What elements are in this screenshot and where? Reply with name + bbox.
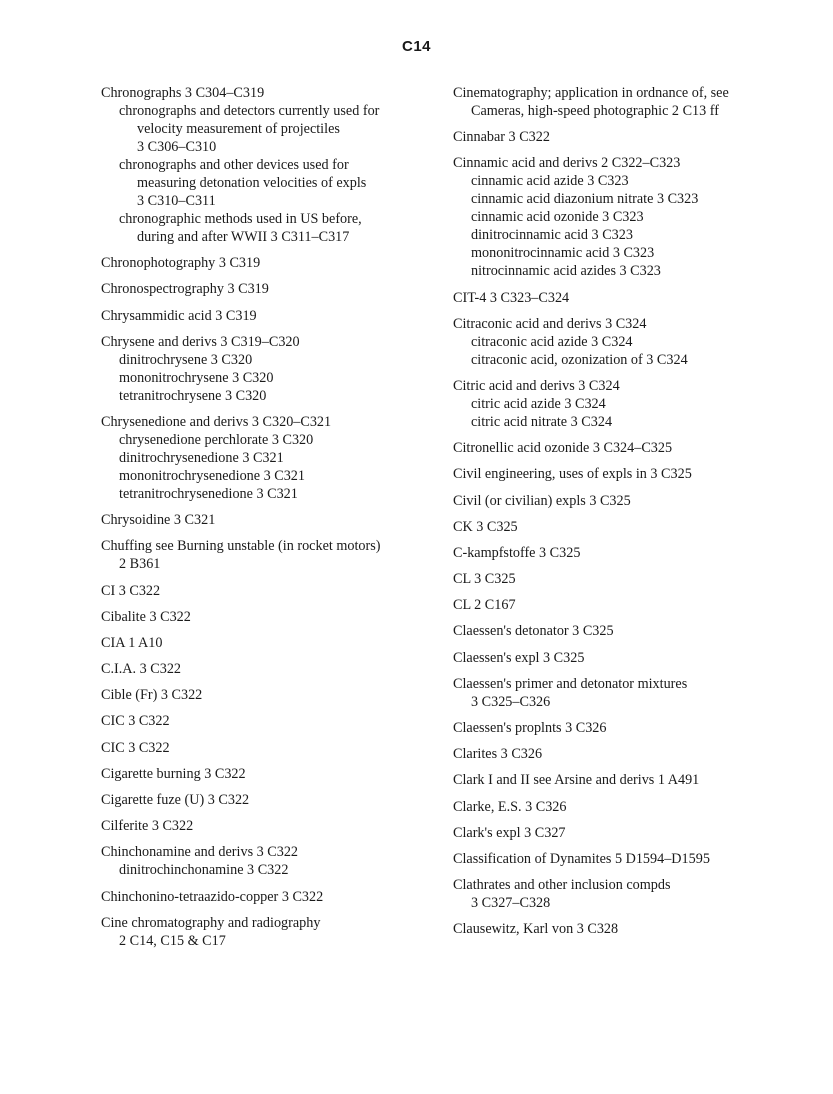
index-heading: Claessen's proplnts 3 C326	[453, 720, 607, 736]
index-subentry: citraconic acid, ozonization of 3 C324	[471, 351, 688, 368]
index-entry	[453, 289, 783, 307]
index-heading: Cinnamic acid and derivs 2 C322–C323	[453, 155, 681, 172]
index-entry	[101, 84, 431, 246]
index-heading: Claessen's detonator 3 C325	[453, 623, 614, 640]
index-subentry: mononitrocinnamic acid 3 C323	[471, 245, 655, 262]
page-number: C14	[401, 38, 432, 55]
index-heading: Claessen's primer and detonator mixtures	[453, 675, 688, 692]
index-entry	[453, 719, 783, 737]
index-entry	[101, 333, 431, 405]
index-subentry: chronographs and detectors currently used for	[119, 103, 380, 119]
index-entry	[101, 280, 431, 298]
index-entry	[453, 771, 783, 789]
index-heading: Chinchonino-tetraazido-copper 3 C322	[101, 888, 324, 905]
index-entry	[453, 84, 783, 120]
index-column-left	[101, 84, 431, 958]
index-subentry: citraconic acid azide 3 C324	[471, 333, 633, 350]
index-subentry: citric acid nitrate 3 C324	[471, 413, 613, 430]
index-entry	[453, 596, 783, 614]
index-entry	[453, 675, 783, 711]
index-entry	[453, 465, 783, 483]
index-heading: Clarke, E.S. 3 C326	[453, 798, 567, 815]
index-heading: C.I.A. 3 C322	[101, 661, 182, 678]
index-heading: Cibalite 3 C322	[101, 608, 191, 625]
index-entry	[101, 888, 431, 906]
index-subentry: cinnamic acid diazonium nitrate 3 C323	[471, 191, 699, 208]
index-subentry: chronographic methods used in US before,	[119, 211, 362, 227]
index-heading: Claessen's expl 3 C325	[453, 649, 585, 666]
index-entry	[453, 128, 783, 146]
index-subentry: measuring detonation velocities of expls	[137, 175, 367, 191]
index-heading: CL 2 C167	[453, 597, 516, 614]
index-entry	[101, 914, 431, 950]
index-entry	[453, 649, 783, 667]
index-subentry: 2 C14, C15 & C17	[119, 932, 226, 949]
index-entry	[101, 712, 431, 730]
index-heading: CL 3 C325	[453, 571, 516, 588]
index-heading: Chrysenedione and derivs 3 C320–C321	[101, 413, 332, 430]
index-subentry: 3 C325–C326	[471, 693, 551, 710]
index-heading: Classification of Dynamites 5 D1594–D1595	[453, 850, 710, 867]
index-entry	[453, 544, 783, 562]
index-entry	[101, 660, 431, 678]
index-entry	[101, 608, 431, 626]
index-entry	[101, 413, 431, 503]
index-heading: Civil (or civilian) expls 3 C325	[453, 492, 631, 509]
index-heading: Cilferite 3 C322	[101, 818, 194, 835]
index-heading: CIC 3 C322	[101, 739, 170, 756]
index-heading: Cible (Fr) 3 C322	[101, 687, 203, 704]
index-entry	[101, 765, 431, 783]
index-heading: Chronospectrography 3 C319	[101, 281, 269, 298]
index-entry	[101, 843, 431, 879]
index-entry	[101, 817, 431, 835]
index-subentry: cinnamic acid azide 3 C323	[471, 173, 629, 190]
index-heading: Chrysammidic acid 3 C319	[101, 307, 257, 324]
index-subentry: mononitrochrysene 3 C320	[119, 369, 274, 386]
index-entry	[453, 876, 783, 912]
index-heading: Clathrates and other inclusion compds	[453, 877, 671, 894]
index-heading: Chrysene and derivs 3 C319–C320	[101, 333, 300, 350]
index-subentry: nitrocinnamic acid azides 3 C323	[471, 263, 661, 280]
index-entry	[453, 439, 783, 457]
index-subentry: dinitrochrysenedione 3 C321	[119, 449, 284, 466]
index-heading: Cigarette fuze (U) 3 C322	[101, 792, 250, 808]
index-entry	[101, 739, 431, 757]
index-entry	[101, 511, 431, 529]
index-subentry: dinitrochinchonamine 3 C322	[119, 862, 289, 879]
index-entry	[101, 791, 431, 809]
index-heading: Cine chromatography and radiography	[101, 914, 321, 931]
index-heading: Cigarette burning 3 C322	[101, 765, 246, 782]
index-subentry: 2 B361	[119, 556, 161, 573]
index-subentry: tetranitrochrysene 3 C320	[119, 387, 267, 404]
index-entry	[453, 920, 783, 938]
index-entry	[453, 622, 783, 640]
index-entry	[453, 377, 783, 431]
index-entry	[101, 582, 431, 600]
index-heading: Chrysoidine 3 C321	[101, 512, 216, 529]
index-subentry: 3 C306–C310	[137, 139, 217, 155]
index-subentry: chronographs and other devices used for	[119, 157, 349, 173]
index-entry	[101, 686, 431, 704]
index-entry	[453, 850, 783, 868]
index-entry	[453, 745, 783, 763]
index-heading: Chronographs 3 C304–C319	[101, 85, 265, 101]
index-heading: CIA 1 A10	[101, 634, 163, 651]
index-entry	[453, 824, 783, 842]
index-column-right	[453, 84, 783, 947]
index-subentry: cinnamic acid ozonide 3 C323	[471, 209, 644, 226]
index-subentry: 3 C327–C328	[471, 895, 551, 912]
index-subentry: tetranitrochrysenedione 3 C321	[119, 485, 298, 502]
index-entry	[101, 634, 431, 652]
index-entry	[453, 154, 783, 280]
index-heading: Clark I and II see Arsine and derivs 1 A491	[453, 772, 700, 789]
index-heading: Clausewitz, Karl von 3 C328	[453, 921, 619, 938]
index-entry	[101, 537, 431, 573]
index-subentry: velocity measurement of projectiles	[137, 121, 340, 137]
index-heading: Citraconic acid and derivs 3 C324	[453, 315, 647, 332]
index-entry	[453, 492, 783, 510]
index-heading: Cinematography; application in ordnance of, see	[453, 85, 729, 101]
index-heading: Citronellic acid ozonide 3 C324–C325	[453, 440, 673, 457]
index-entry	[101, 307, 431, 325]
index-subentry: dinitrocinnamic acid 3 C323	[471, 227, 633, 244]
index-heading: Chinchonamine and derivs 3 C322	[101, 844, 299, 861]
index-heading: Citric acid and derivs 3 C324	[453, 377, 620, 394]
index-subentry: chrysenedione perchlorate 3 C320	[119, 431, 314, 448]
index-subentry: mononitrochrysenedione 3 C321	[119, 467, 305, 484]
index-subentry: citric acid azide 3 C324	[471, 395, 606, 412]
index-subentry: Cameras, high-speed photographic 2 C13 ff	[471, 103, 719, 119]
index-subentry: 3 C310–C311	[137, 193, 216, 209]
index-entry	[453, 570, 783, 588]
index-heading: CI 3 C322	[101, 582, 161, 599]
index-heading: CK 3 C325	[453, 518, 518, 535]
index-entry	[101, 254, 431, 272]
index-heading: Chronophotography 3 C319	[101, 255, 261, 272]
index-heading: C-kampfstoffe 3 C325	[453, 544, 581, 561]
index-heading: Clark's expl 3 C327	[453, 824, 566, 841]
index-entry	[453, 798, 783, 816]
index-heading: Clarites 3 C326	[453, 746, 543, 763]
index-entry	[453, 518, 783, 536]
index-heading: Civil engineering, uses of expls in 3 C325	[453, 466, 692, 483]
index-entry	[453, 315, 783, 369]
index-heading: CIC 3 C322	[101, 713, 170, 730]
index-heading: Chuffing see Burning unstable (in rocket motors)	[101, 538, 381, 555]
index-subentry: dinitrochrysene 3 C320	[119, 351, 253, 368]
index-subentry: during and after WWII 3 C311–C317	[137, 229, 350, 245]
index-heading: Cinnabar 3 C322	[453, 129, 550, 146]
index-heading: CIT-4 3 C323–C324	[453, 289, 570, 306]
